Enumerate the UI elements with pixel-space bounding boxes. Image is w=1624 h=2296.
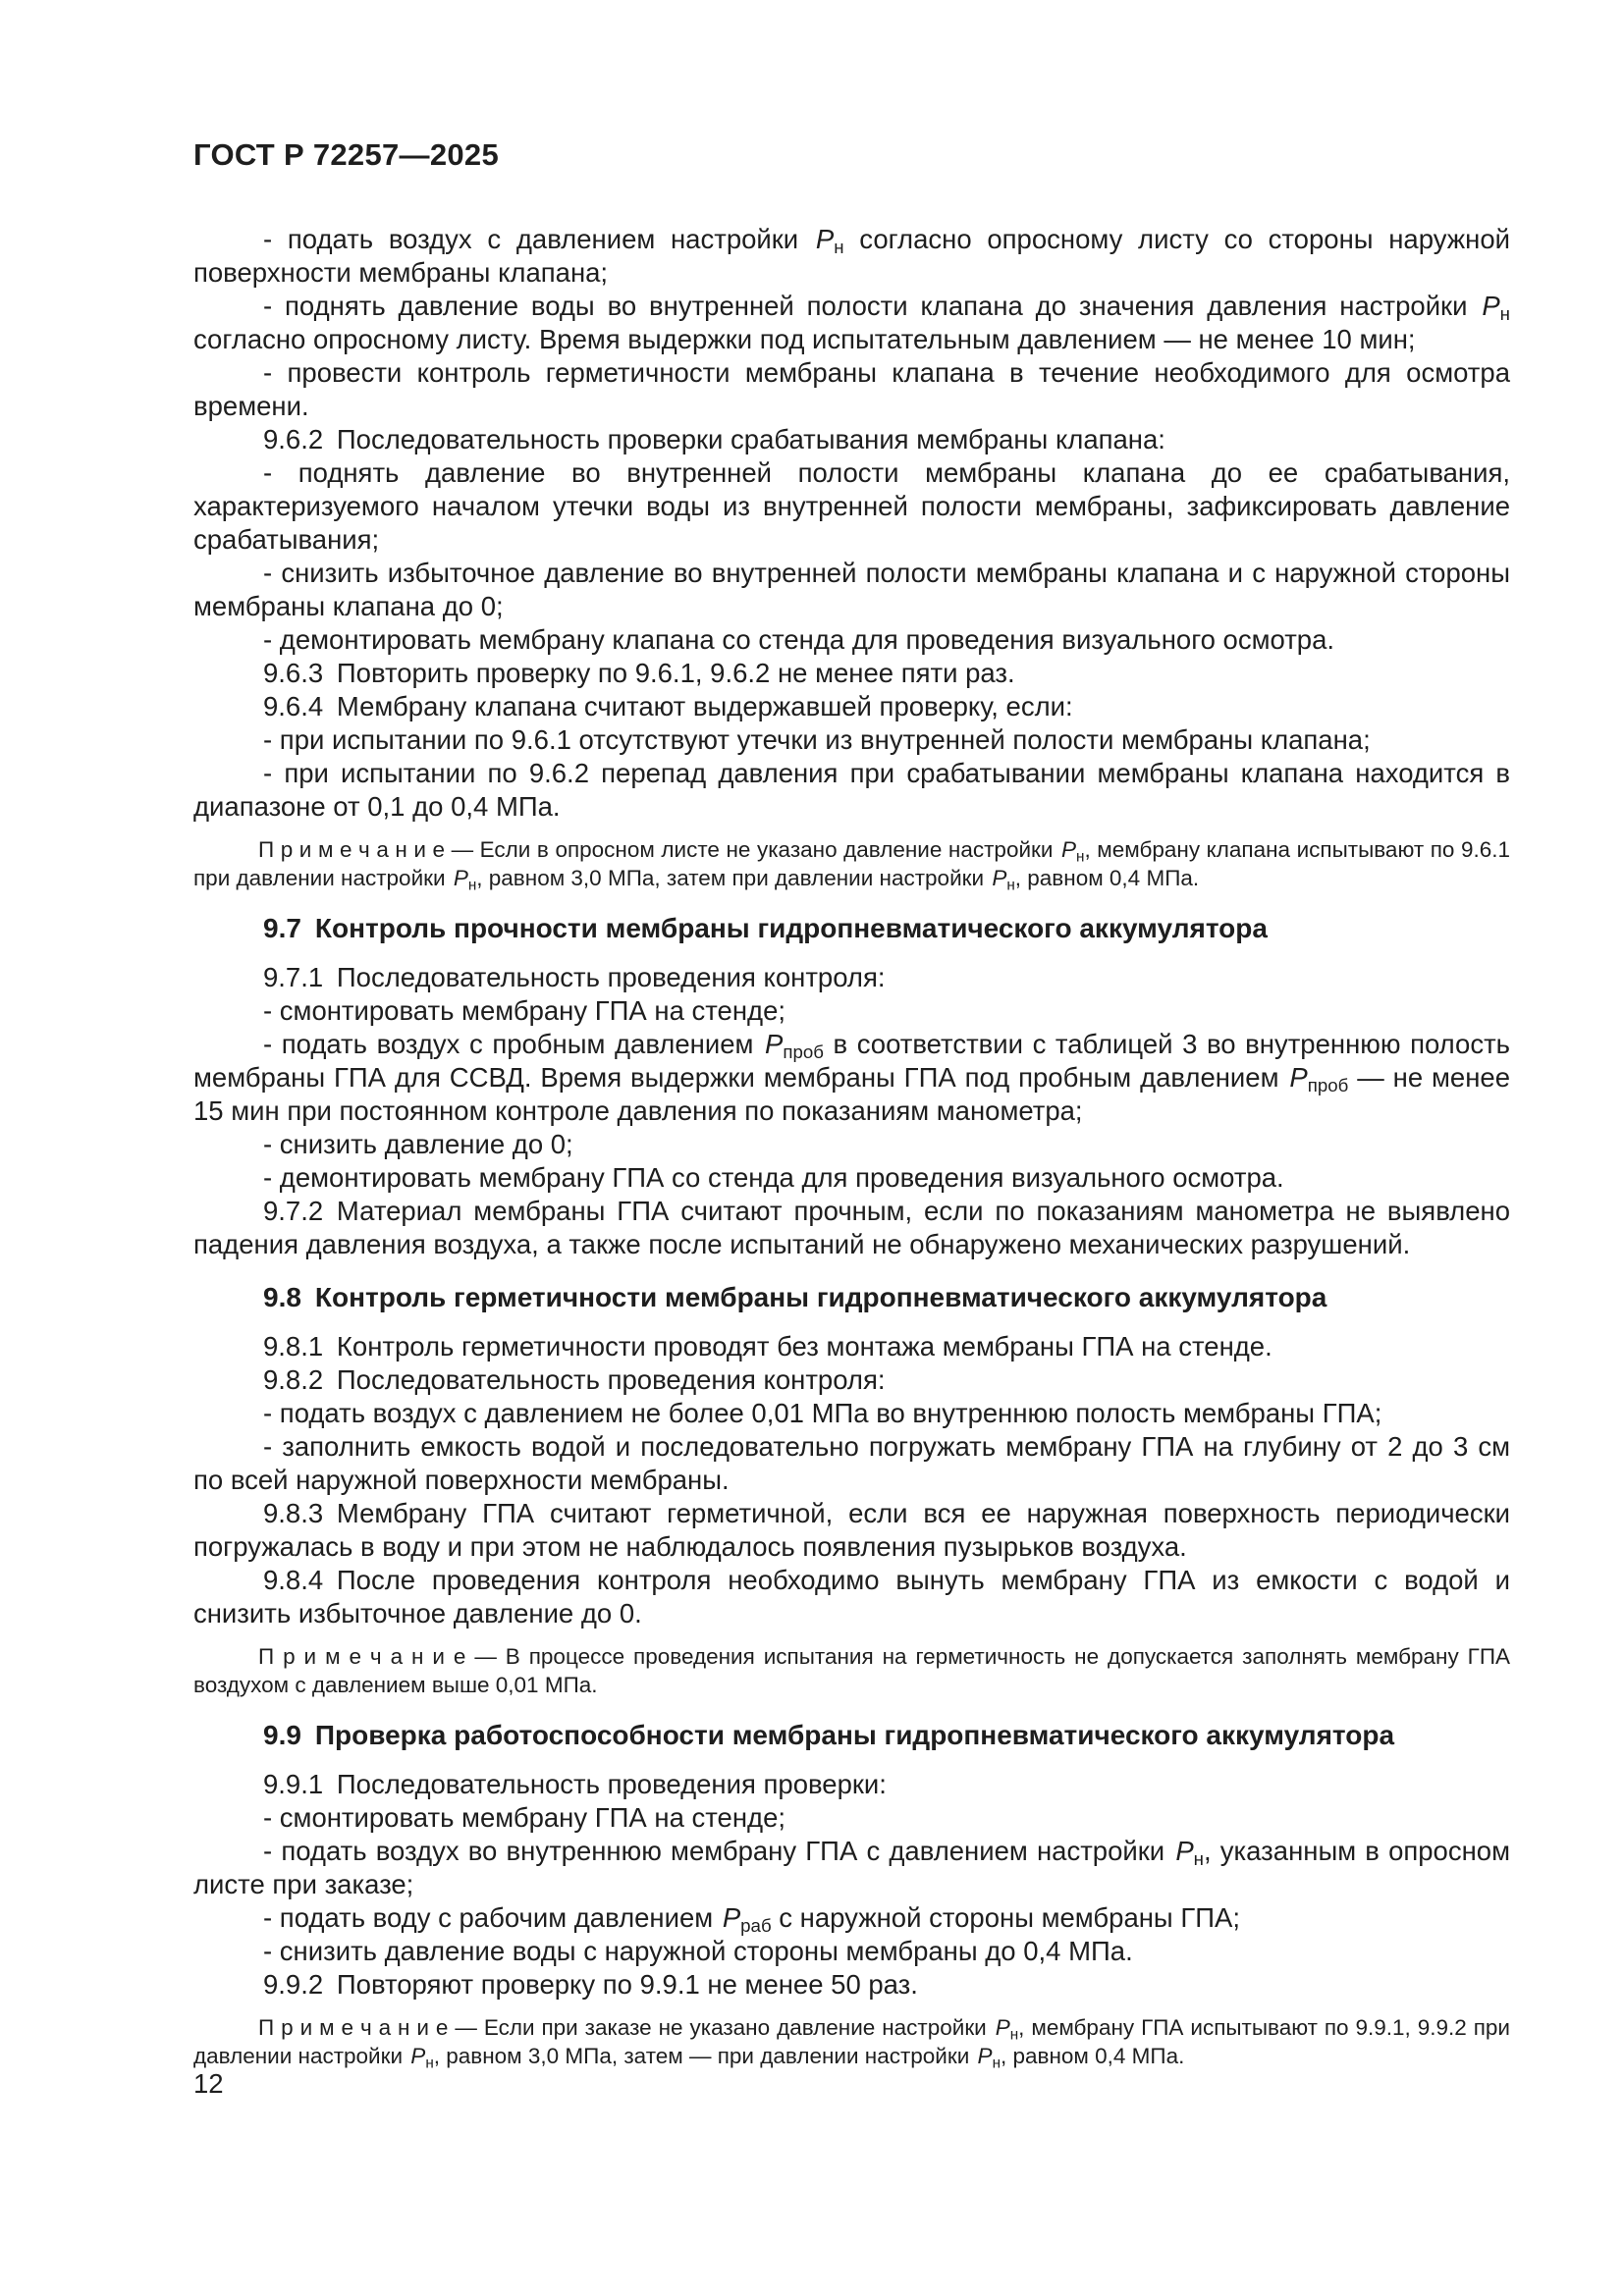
pressure-subscript: н <box>834 237 844 258</box>
pressure-variable: P <box>453 866 468 890</box>
body-paragraph: 9.6.3 Повторить проверку по 9.6.1, 9.6.2 не менее пяти раз. <box>263 658 1015 688</box>
body-paragraph: 9.6.2 Последовательность проверки срабатывания мембраны клапана: <box>263 424 1165 454</box>
pressure-subscript: н <box>992 2055 1001 2072</box>
body-paragraph: - смонтировать мембрану ГПА на стенде; <box>263 995 786 1026</box>
body-paragraph: - снизить давление воды с наружной стороны мембраны до 0,4 МПа. <box>263 1936 1133 1966</box>
note-paragraph: П р и м е ч а н и е — Если при заказе не указано давление настройки $P_н$, мембрану ГПА испытывают по 9.9.1, 9.9.2 при давлении настройки $P_н$, равном 3,0 МПа, затем — при давлении настройки $P_н$, равном 0,4 МПа. <box>193 2015 1510 2072</box>
pressure-subscript: н <box>467 877 477 894</box>
body-paragraph: - подать воздух во внутреннюю мембрану ГПА с давлением настройки $P_н$, указанным в опросном листе при заказе; <box>193 1836 1510 1899</box>
pressure-variable: P <box>722 1902 741 1933</box>
body-paragraph: 9.7.2 Материал мембраны ГПА считают прочным, если по показаниям манометра не выявлено падения давления воздуха, а также после испытаний не обнаружено механических разрушений. <box>193 1196 1510 1259</box>
pressure-variable: P <box>977 2044 993 2068</box>
section-heading: 9.9 Проверка работоспособности мембраны гидропневматического аккумулятора <box>263 1720 1395 1750</box>
note-paragraph: П р и м е ч а н и е — В процессе проведения испытания на герметичность не допускается заполнять мембрану ГПА воздухом с давлением выше 0,01 МПа. <box>193 1644 1510 1697</box>
body-paragraph: - подать воздух с давлением настройки $P_н$ согласно опросному листу со стороны наружной поверхности мембраны клапана; <box>193 224 1511 288</box>
body-paragraph: - поднять давление воды во внутренней полости клапана до значения давления настройки $P_н$ согласно опросному листу. Время выдержки под испытательным давлением — не менее 10 мин; <box>193 291 1510 354</box>
pressure-subscript: н <box>1193 1848 1204 1870</box>
pressure-variable: P <box>1061 837 1077 862</box>
pressure-variable: P <box>992 866 1007 890</box>
note-paragraph: П р и м е ч а н и е — Если в опросном листе не указано давление настройки $P_н$, мембрану клапана испытывают по 9.6.1 при давлении настройки $P_н$, равном 3,0 МПа, затем при давлении настройки $P_н$, равном 0,4 МПа. <box>193 837 1511 894</box>
body-paragraph: 9.7.1 Последовательность проведения контроля: <box>263 962 886 992</box>
pressure-subscript: проб <box>783 1041 824 1063</box>
document-body <box>193 223 1510 2086</box>
pressure-variable: P <box>764 1029 784 1059</box>
body-paragraph: - при испытании по 9.6.2 перепад давления при срабатывании мембраны клапана находится в диапазоне от 0,1 до 0,4 МПа. <box>193 758 1510 822</box>
standard-code-header: ГОСТ Р 72257—2025 <box>193 137 499 172</box>
body-paragraph: - поднять давление во внутренней полости мембраны клапана до ее срабатывания, характеризуемого началом утечки воды из внутренней полости мембраны, зафиксировать давление срабатывания; <box>193 457 1510 555</box>
body-paragraph: - демонтировать мембрану ГПА со стенда для проведения визуального осмотра. <box>263 1162 1284 1193</box>
body-paragraph: - снизить избыточное давление во внутренней полости мембраны клапана и с наружной стороны мембраны клапана до 0; <box>193 558 1510 621</box>
body-paragraph: - при испытании по 9.6.1 отсутствуют утечки из внутренней полости мембраны клапана; <box>263 724 1371 755</box>
body-paragraph: - смонтировать мембрану ГПА на стенде; <box>263 1802 786 1833</box>
pressure-subscript: н <box>1499 303 1510 325</box>
section-heading: 9.8 Контроль герметичности мембраны гидропневматического аккумулятора <box>263 1282 1327 1312</box>
pressure-variable: P <box>1289 1062 1308 1093</box>
section-heading: 9.7 Контроль прочности мембраны гидропневматического аккумулятора <box>263 913 1268 943</box>
pressure-subscript: н <box>425 2055 434 2072</box>
body-paragraph: - демонтировать мембрану клапана со стенда для проведения визуального осмотра. <box>263 624 1335 655</box>
body-paragraph: 9.9.2 Повторяют проверку по 9.9.1 не менее 50 раз. <box>263 1969 918 2000</box>
pressure-subscript: н <box>1009 2026 1019 2044</box>
pressure-subscript: раб <box>740 1915 772 1937</box>
body-paragraph: - подать воздух с давлением не более 0,01 МПа во внутреннюю полость мембраны ГПА; <box>263 1398 1382 1428</box>
page-number: 12 <box>193 2068 224 2099</box>
body-paragraph: - снизить давление до 0; <box>263 1129 573 1159</box>
pressure-variable: P <box>815 224 835 254</box>
body-paragraph: 9.8.4 После проведения контроля необходимо вынуть мембрану ГПА из емкости с водой и снизить избыточное давление до 0. <box>193 1565 1510 1629</box>
pressure-variable: P <box>1175 1836 1194 1866</box>
pressure-variable: P <box>410 2044 426 2068</box>
pressure-subscript: н <box>1006 877 1015 894</box>
pressure-subscript: проб <box>1307 1075 1349 1096</box>
pressure-variable: P <box>1482 291 1500 321</box>
body-paragraph: - подать воду с рабочим давлением $P_{раб}$ с наружной стороны мембраны ГПА; <box>263 1902 1240 1937</box>
pressure-variable: P <box>995 2015 1010 2040</box>
body-paragraph: 9.6.4 Мембрану клапана считают выдержавшей проверку, если: <box>263 691 1073 721</box>
pressure-subscript: н <box>1076 848 1085 866</box>
body-paragraph: 9.8.3 Мембрану ГПА считают герметичной, если вся ее наружная поверхность периодически погружалась в воду и при этом не наблюдалось появления пузырьков воздуха. <box>193 1498 1510 1562</box>
body-paragraph: 9.9.1 Последовательность проведения проверки: <box>263 1769 887 1799</box>
body-paragraph: - провести контроль герметичности мембраны клапана в течение необходимого для осмотра времени. <box>193 357 1510 421</box>
body-paragraph: 9.8.2 Последовательность проведения контроля: <box>263 1364 886 1395</box>
body-paragraph: - заполнить емкость водой и последовательно погружать мембрану ГПА на глубину от 2 до 3 см по всей наружной поверхности мембраны. <box>193 1431 1510 1495</box>
body-paragraph: - подать воздух с пробным давлением $P_{проб}$ в соответствии с таблицей 3 во внутреннюю полость мембраны ГПА для ССВД. Время выдержки мембраны ГПА под пробным давлением $P_{проб}$ — не менее 15 мин при постоянном контроле давления по показаниям манометра; <box>193 1029 1510 1126</box>
body-paragraph: 9.8.1 Контроль герметичности проводят без монтажа мембраны ГПА на стенде. <box>263 1331 1272 1362</box>
